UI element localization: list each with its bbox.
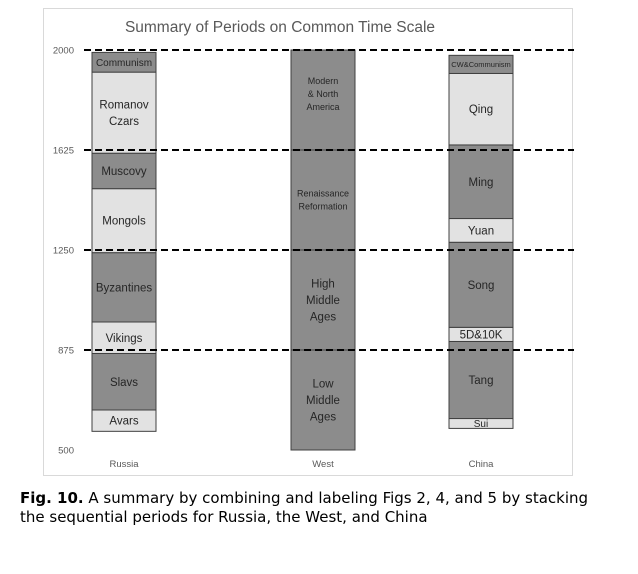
x-category-labels	[109, 459, 494, 470]
x-category-russia: Russia	[109, 459, 139, 470]
caption-text: A summary by combining and labeling Figs 2, 4, and 5 by stacking the sequential periods for Russia, the West, and China	[20, 489, 589, 526]
y-tick-2000: 2000	[52, 45, 74, 57]
x-category-china: China	[468, 459, 494, 470]
period-label-russia-communism: Communism	[95, 57, 153, 69]
period-label-china-song: Song	[467, 279, 495, 292]
period-label-china-yuan: Yuan	[467, 225, 495, 238]
period-label-west-renaissance-reformation: Renaissance Reformation	[296, 188, 350, 212]
period-bar-west-modern-and-north-america	[291, 50, 355, 150]
period-label-west-low-middle-ages: Low Middle Ages	[306, 378, 340, 424]
period-label-west-modern-and-north-america: Modern & North America	[306, 76, 340, 113]
period-label-china-cwandcommunism: CW&Communism	[451, 60, 511, 70]
y-tick-875: 875	[58, 345, 74, 357]
period-label-china-ming: Ming	[468, 176, 494, 189]
period-bar-russia-romanov-czars	[92, 72, 156, 153]
y-tick-500: 500	[58, 445, 74, 457]
period-label-russia-slavs: Slavs	[109, 376, 139, 389]
chart-title: Summary of Periods on Common Time Scale	[124, 19, 436, 36]
period-label-china-5dand10k: 5D&10K	[459, 329, 503, 342]
period-label-russia-muscovy: Muscovy	[101, 165, 147, 178]
period-label-russia-mongols: Mongols	[102, 215, 146, 228]
y-tick-labels	[53, 46, 74, 457]
y-tick-1250: 1250	[52, 245, 74, 257]
chart-frame	[43, 8, 573, 476]
figure-caption	[20, 489, 600, 527]
period-label-russia-byzantines: Byzantines	[95, 282, 153, 295]
period-label-russia-avars: Avars	[109, 415, 139, 428]
period-bar-west-renaissance-reformation	[291, 150, 355, 250]
period-label-china-tang: Tang	[468, 375, 494, 388]
period-label-china-sui: Sui	[473, 418, 489, 430]
period-label-russia-romanov-czars: Romanov Czars	[99, 99, 149, 129]
period-label-russia-vikings: Vikings	[105, 332, 143, 345]
period-label-china-qing: Qing	[468, 104, 494, 117]
caption-label: Fig. 10.	[20, 489, 84, 507]
timeline-chart	[44, 9, 574, 477]
y-tick-1625: 1625	[52, 145, 74, 157]
x-category-west: West	[312, 459, 334, 470]
period-label-west-high-middle-ages: High Middle Ages	[306, 278, 340, 324]
